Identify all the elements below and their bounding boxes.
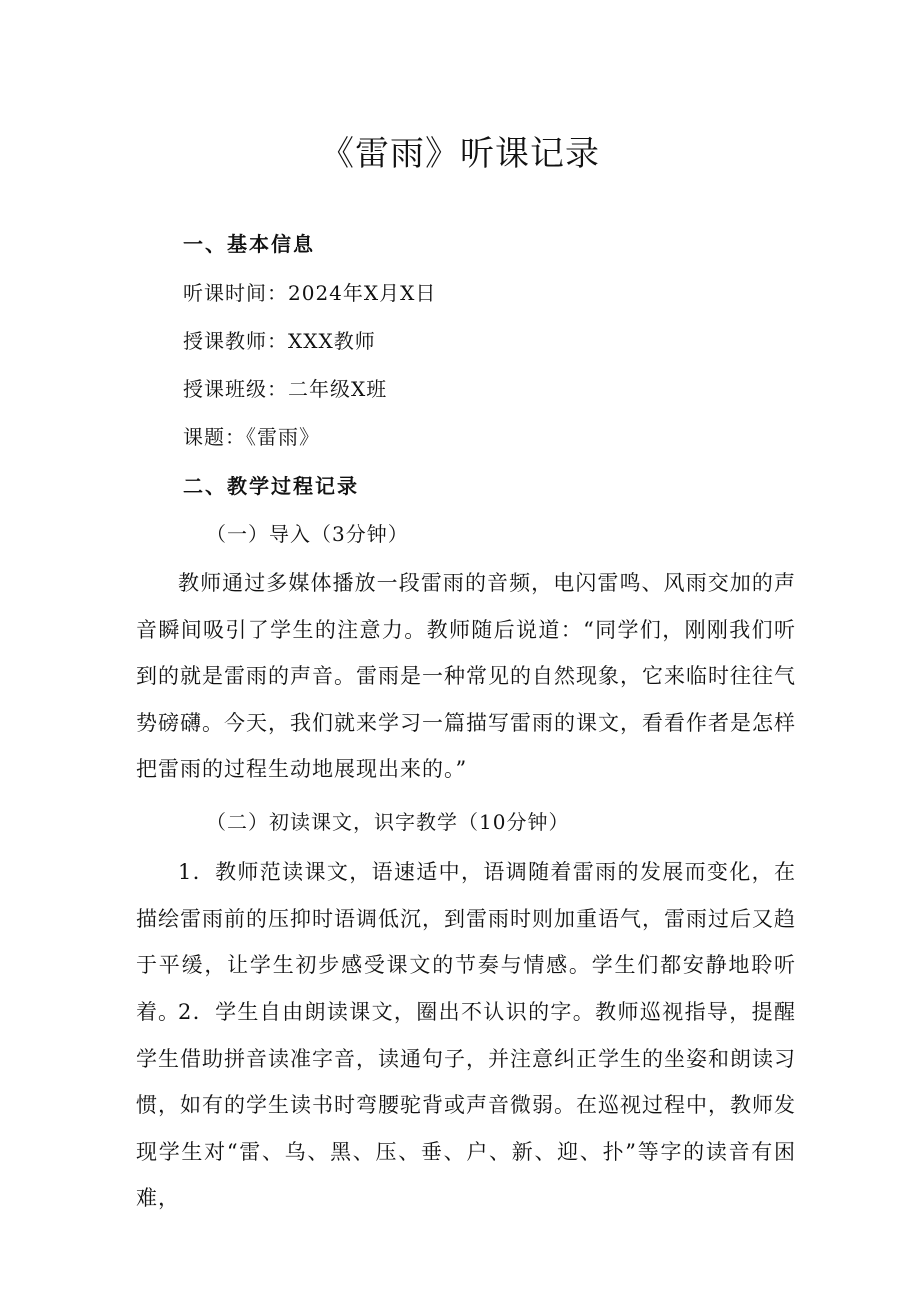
- info-topic: 课题：《雷雨》: [183, 425, 320, 449]
- section-heading-process: 二、教学过程记录: [183, 474, 359, 498]
- subsection-heading-intro: （一）导入（3分钟）: [206, 522, 409, 546]
- paragraph-intro: 教师通过多媒体播放一段雷雨的音频，电闪雷鸣、风雨交加的声音瞬间吸引了学生的注意力。教师随后说道：“同学们，刚刚我们听到的就是雷雨的声音。雷雨是一种常见的自然现象，它来临时往往气势磅礴。今天，我们就来学习一篇描写雷雨的课文，看看作者是怎样把雷雨的过程生动地展现出来的。”: [136, 571, 796, 781]
- info-class: 授课班级：二年级X班: [183, 377, 388, 401]
- paragraph-item-1: 1．教师范读课文，语速适中，语调随着雷雨的发展而变化，在描绘雷雨前的压抑时语调低沉，到雷雨时则加重语气，雷雨过后又趋于平缓，让学生初步感受课文的节奏与情感。学生们都安静地聆听着。: [136, 860, 796, 1024]
- info-time: 听课时间：2024年X月X日: [183, 281, 437, 305]
- subsection-heading-reading: （二）初读课文，识字教学（10分钟）: [206, 810, 570, 834]
- info-teacher: 授课教师：XXX教师: [183, 329, 376, 353]
- document-title: 《雷雨》听课记录: [320, 134, 600, 174]
- paragraph-item-2: 2．学生自由朗读课文，圈出不认识的字。教师巡视指导，提醒学生借助拼音读准字音，读通句子，并注意纠正学生的坐姿和朗读习惯，如有的学生读书时弯腰驼背或声音微弱。在巡视过程中，教师发现学生对“雷、乌、黑、压、垂、户、新、迎、扑”等字的读音有困难，: [136, 1000, 796, 1210]
- section-heading-basic-info: 一、基本信息: [183, 232, 315, 256]
